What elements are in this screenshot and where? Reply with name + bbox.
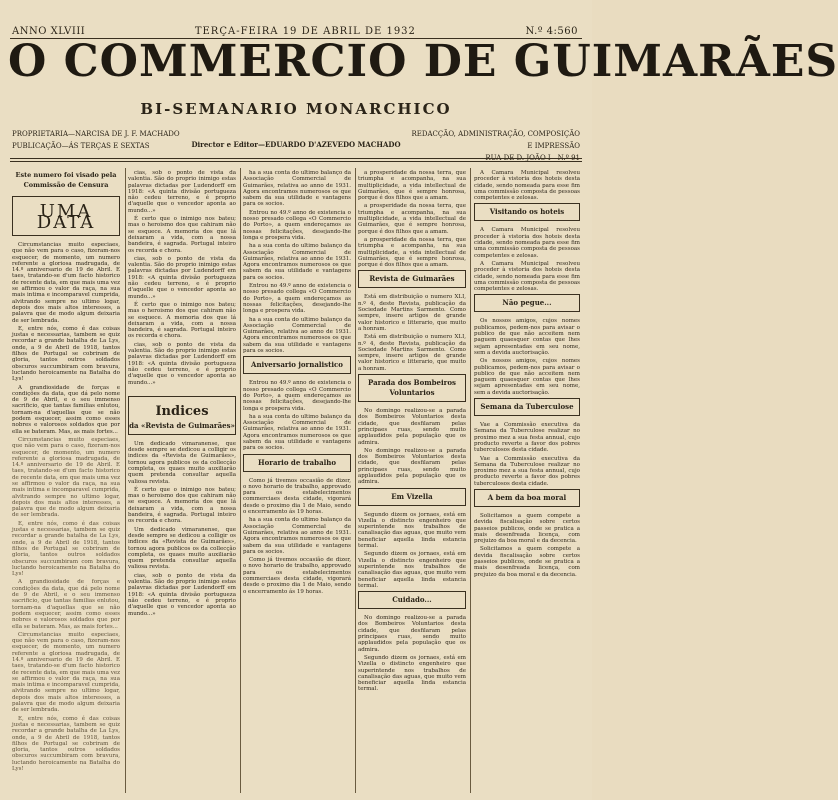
column-divider <box>470 168 471 793</box>
article-paragraph: A Camara Municipal resolveu proceder à vistoria dos hoteis desta cidade, sendo nomeada para esse fim uma commissão composta de pessoas competentes e zelosas. <box>474 260 580 293</box>
column-divider <box>240 168 241 793</box>
column-5 <box>474 170 580 790</box>
article-paragraph: cias, sob o ponto de vista da valentia. São do proprio inimigo estas palavras dictadas por Ludendorff em 1918: «A quinta divisão portugueza não cedeu terreno, e é proprio d'aquelle que o vencedor aponta ao mundo...» <box>128 341 236 386</box>
article-paragraph: A grandiosidade de forças e condições da data, que dá pelo nome de 9 de Abril, e o seu immenso sacrificio, que tantas familias enlutou, tornam-na d'aquellas que se não podem esquecer, assim como esses nobres e valorosos soldados que por ella se bateram. Mas, as mais fortes... <box>12 384 120 435</box>
article-paragraph: a prosperidade da nossa terra, que triumpha e acompanha, na sua multiplicidade, a vida intellectual de Guimarães, que é sempre honrosa, porque é dos filhos que a amam. <box>358 170 466 202</box>
article-paragraph: Entrou no 49.º anno de existencia o nosso presado collega «O Commercio do Porto», a quem endereçamos as nossas felicitações, desejando-lhe longa e prospera vida. <box>243 209 351 241</box>
article-paragraph: Vae a Commissão executiva da Semana da Tuberculose realizar no proximo mez a sua festa annual, cujo producto reverte a favor dos pobres tuberculosos desta cidade. <box>474 455 580 487</box>
redaction-line: REDACÇÃO, ADMINISTRAÇÃO, COMPOSIÇÃO E IMPRESSÃO <box>411 130 580 150</box>
column-3 <box>243 170 351 790</box>
headline-parada: Parada dos Bombeiros Voluntarios <box>368 378 456 398</box>
article-paragraph: No domingo realizou-se a parada dos Bombeiros Voluntarios desta cidade, que desfilaram pelas principaes ruas, sendo muito applaudidos pela população que os admira. <box>358 447 466 486</box>
article-paragraph: Segundo dizem os jornaes, está em Vizella o distincto engenheiro que superintende nos trabalhos de canalisação das aguas, que muito vem beneficiar aquella linda estancia termal. <box>358 551 466 589</box>
headline-indices: Indices <box>155 403 209 419</box>
issue-year: ANNO XLVIII <box>12 25 86 37</box>
issue-date: TERÇA-FEIRA 19 DE ABRIL DE 1932 <box>194 25 416 37</box>
newspaper-title: O COMMERCIO DE GUIMARÃES <box>8 36 838 87</box>
article-paragraph: E, entre nós, como é das coisas justas e necessarias, tambem se quiz recordar a grande batalha de La Lys, onde, a 9 de Abril de 1918, tantos filhos de Portugal se cobriram de gloria, tantos outros soldados obscuros succumbiram com bravura, luctando heroicamente na Batalha do Lys! <box>12 520 120 578</box>
headline-cuidado: Cuidado... <box>392 595 432 605</box>
article-paragraph: A Camara Municipal resolveu proceder à vistoria dos hoteis desta cidade, sendo nomeada para esse fim uma commissão composta de pessoas competentes e zelosas. <box>474 227 580 259</box>
article-paragraph: Entrou no 49.º anno de existencia o nosso presado collega «O Commercio do Porto», a quem endereçamos as nossas felicitações, desejando-lhe longa e prospera vida. <box>243 380 351 412</box>
column-1 <box>12 170 120 790</box>
headline-bem: A bem da boa moral <box>487 492 567 502</box>
editor-line: Director e Editor—EDUARDO D'AZEVEDO MACHADO <box>191 140 401 149</box>
article-paragraph: Entrou no 49.º anno de existencia o nosso presado collega «O Commercio do Porto», a quem endereçamos as nossas felicitações, desejando-lhe longa e prospera vida. <box>243 283 351 315</box>
article-paragraph: Segundo dizem os jornaes, está em Vizella o distincto engenheiro que superintende nos trabalhos de canalisação das aguas, que muito vem beneficiar aquella linda estancia termal. <box>358 654 466 693</box>
headline-box <box>128 396 236 435</box>
article-paragraph: Um dedicado vimaranense, que desde sempre se dedicou a colligir os indices da «Revista de Guimarães», tornou agora publicos os da collecção completa, os quaes muito auxiliarão quem pretenda consultar aquella valiosa revista. <box>128 526 236 571</box>
article-paragraph: cias, sob o ponto de vista da valentia. São do proprio inimigo estas palavras dictadas por Ludendorff em 1918: «A quinta divisão portugueza não cedeu terreno, e é proprio d'aquelle que o vencedor aponta ao mundo...» <box>128 170 236 214</box>
masthead-bottom-rule <box>10 158 582 159</box>
article-paragraph: Como já tivemos occasião de dizer, o novo horario de trabalho, approvado para os estabelecimentos commerciaes desta cidade, vigorará desde o proximo dia 1 de Maio, sendo o encerramento ás 19 horas. <box>243 477 351 516</box>
article-paragraph: Circumstancias muito especiaes, que não vem para o caso, fizeram-nos esquecer, de momento, um numero referente a gloriosa madrugada, de 14.º anniversario de 19 de Abril. E taes, tratando-se d'um facto historico de recente data, em que mais uma vez se affirmou o valor da raça, na sua mais intima e incomparavel cumprida, alvitrando sempre no ultimo logar, depois dos mais altos interesses, a palavra que de modo algum deixaria de ser lembrada. <box>12 436 120 519</box>
issue-number: N.º 4:560 <box>525 25 578 37</box>
article-paragraph: cias, sob o ponto de vista da valentia. São do proprio inimigo estas palavras dictadas por Ludendorff em 1918: «A quinta divisão portugueza não cedeu terreno, e é proprio d'aquelle que o vencedor aponta ao mundo...» <box>128 572 236 617</box>
headline-box <box>243 356 351 374</box>
publication-days: PUBLICAÇÃO—ÁS TERÇAS E SEXTAS <box>12 142 150 150</box>
headline-vizella: Em Vizella <box>391 491 433 501</box>
article-paragraph: Vae a Commissão executiva da Semana da Tuberculose realizar no proximo mez a sua festa annual, cujo producto reverte a favor dos pobres tuberculosos desta cidade. <box>474 422 580 454</box>
article-paragraph: a prosperidade da nossa terra, que triumpha e acompanha, na sua multiplicidade, a vida intellectual de Guimarães, que é sempre honrosa, porque é dos filhos que a amam. <box>358 236 466 269</box>
article-paragraph: É certo que o inimigo nos bateu; mas o heroismo dos que cahiram não se esquece. A memoria dos que lá deixaram a vida, com a nossa bandeira, é sagrada. Portugal inteiro os recorda e chora. <box>128 486 236 525</box>
column-divider <box>355 168 356 793</box>
newspaper-subtitle: BI-SEMANARIO MONARCHICO <box>140 100 452 118</box>
article-paragraph: a prosperidade da nossa terra, que triumpha e acompanha, na sua multiplicidade, a vida intellectual de Guimarães, que é sempre honrosa, porque é dos filhos que a amam. <box>358 203 466 235</box>
article-paragraph: No domingo realizou-se a parada dos Bombeiros Voluntarios desta cidade, que desfilaram pelas principaes ruas, sendo muito applaudidos pela população que os admira. <box>358 408 466 446</box>
headline-box <box>358 488 466 506</box>
article-paragraph: Solicitamos a quem compete a devida fiscalisação sobre certos passeios publicos, onde se pratica a mais desenfreada licença, com prejuizo da boa moral e da decencia. <box>474 546 580 578</box>
article-paragraph: Como já tivemos occasião de dizer, o novo horario de trabalho, approvado para os estabelecimentos commerciaes desta cidade, vigorará desde o proximo dia 1 de Maio, sendo o encerramento ás 19 horas. <box>243 557 351 595</box>
article-paragraph: ha a sua conta do ultimo balanço da Associação Commercial de Guimarães, relativa ao anno de 1931. Agora encontramos numerosos os que sabem da sua utilidade e vantagens para os socios. <box>243 413 351 452</box>
article-paragraph: É certo que o inimigo nos bateu; mas o heroismo dos que cahiram não se esquece. A memoria dos que lá deixaram a vida, com a nossa bandeira, é sagrada. Portugal inteiro os recorda e chora. <box>128 301 236 340</box>
headline-box <box>358 374 466 402</box>
headline-box <box>243 454 351 472</box>
article-paragraph: Segundo dizem os jornaes, está em Vizella o distincto engenheiro que superintende nos trabalhos de canalisação das aguas, que muito vem beneficiar aquella linda estancia termal. <box>358 511 466 550</box>
article-paragraph: ha a sua conta do ultimo balanço da Associação Commercial de Guimarães, relativa ao anno de 1931. Agora encontramos numerosos os que sabem da sua utilidade e vantagens para os socios. <box>243 243 351 281</box>
headline-revista: Revista de Guimarães <box>369 274 455 284</box>
headline-horario: Horario de trabalho <box>257 457 337 467</box>
headline-indices-sub: da «Revista de Guimarães» <box>129 420 235 430</box>
article-paragraph: Solicitamos a quem compete a devida fiscalisação sobre certos passeios publicos, onde se pratica a mais desenfreada licença, com prejuizo da boa moral e da decencia. <box>474 512 580 545</box>
article-paragraph: Um dedicado vimaranense, que desde sempre se dedicou a colligir os indices da «Revista de Guimarães», tornou agora publicos os da collecção completa, os quaes muito auxiliarão quem pretenda consultar aquella valiosa revista. <box>128 440 236 485</box>
proprietor: PROPRIETARIA—NARCISA DE J. F. MACHADO <box>12 130 180 138</box>
masthead-bottom-rule-2 <box>10 161 582 162</box>
headline-box <box>474 489 580 507</box>
article-paragraph: ha a sua conta do ultimo balanço da Associação Commercial de Guimarães, relativa ao anno de 1931. Agora encontramos numerosos os que sabem da sua utilidade e vantagens para os socios. <box>243 170 351 208</box>
column-divider <box>125 168 126 793</box>
headline-box <box>474 294 580 312</box>
article-paragraph: Os nossos amigos, cujos nomes publicamos, pedem-nos para avisar o publico de que não acceitem nem paguem quaesquer contas que lhes sejam apresentadas em seu nome, sem a devida auctorisação. <box>474 358 580 396</box>
article-paragraph: No domingo realizou-se a parada dos Bombeiros Voluntarios desta cidade, que desfilaram pelas principaes ruas, sendo muito applaudidos pela população que os admira. <box>358 615 466 653</box>
article-paragraph: ha a sua conta do ultimo balanço da Associação Commercial de Guimarães, relativa ao anno de 1931. Agora encontramos numerosos os que sabem da sua utilidade e vantagens para os socios. <box>243 316 351 355</box>
article-paragraph: E, entre nós, como é das coisas justas e necessarias, tambem se quiz recordar a grande batalha de La Lys, onde, a 9 de Abril de 1918, tantos filhos de Portugal se cobriram de gloria, tantos outros soldados obscuros succumbiram com bravura, luctando heroicamente na Batalha do Lys! <box>12 325 120 383</box>
headline-aniversario: Aniversario jornalistico <box>251 360 343 370</box>
address-line: RUA DE D. JOÃO I—N.º 91 <box>485 154 580 162</box>
article-paragraph: E, entre nós, como é das coisas justas e necessarias, tambem se quiz recordar a grande batalha de La Lys, onde, a 9 de Abril de 1918, tantos filhos de Portugal se cobriram de gloria, tantos outros soldados obscuros succumbiram com bravura, luctando heroicamente na Batalha do Lys! <box>12 715 120 773</box>
article-paragraph: Está em distribuição o numero XLI, n.º 4, deste Revista, publicação da Sociedade Martins Sarmento. Como sempre, insere artigos de grande valor historico e litterario, que muito a honram. <box>358 294 466 332</box>
headline-box <box>358 270 466 288</box>
column-2 <box>128 170 236 790</box>
headline-box <box>12 196 120 236</box>
article-paragraph: É certo que o inimigo nos bateu; mas o heroismo dos que cahiram não se esquece. A memoria dos que lá deixaram a vida, com a nossa bandeira, é sagrada. Portugal inteiro os recorda e chora. <box>128 216 236 254</box>
headline-uma-data: UMA DATA <box>36 201 96 233</box>
headline-nao-pegue: Não pegue... <box>502 298 552 308</box>
headline-box <box>474 398 580 416</box>
article-paragraph: Está em distribuição o numero XLI, n.º 4, deste Revista, publicação da Sociedade Martins Sarmento. Como sempre, insere artigos de grande valor historico e litterario, que muito a honram. <box>358 334 466 372</box>
article-paragraph: cias, sob o ponto de vista da valentia. São do proprio inimigo estas palavras dictadas por Ludendorff em 1918: «A quinta divisão portugueza não cedeu terreno, e é proprio d'aquelle que o vencedor aponta ao mundo...» <box>128 255 236 300</box>
headline-semana: Semana da Tuberculose <box>480 402 574 412</box>
column-4 <box>358 170 466 790</box>
article-paragraph: ha a sua conta do ultimo balanço da Associação Commercial de Guimarães, relativa ao anno de 1931. Agora encontramos numerosos os que sabem da sua utilidade e vantagens para os socios. <box>243 517 351 555</box>
headline-visitando: Visitando os hoteis <box>489 207 565 217</box>
article-paragraph: Circumstancias muito especiaes, que não vem para o caso, fizeram-nos esquecer, de momento, um numero referente a gloriosa madrugada, de 14.º anniversario de 19 de Abril. E taes, tratando-se d'um facto historico de recente data, em que mais uma vez se affirmou o valor da raça, na sua mais intima e incomparavel cumprida, alvitrando sempre no ultimo logar, depois dos mais altos interesses, a palavra que de modo algum deixaria de ser lembrada. <box>12 242 120 324</box>
headline-box <box>474 203 580 221</box>
article-paragraph: Circumstancias muito especiaes, que não vem para o caso, fizeram-nos esquecer, de momento, um numero referente a gloriosa madrugada, de 14.º anniversario de 19 de Abril. E taes, tratando-se d'um facto historico de recente data, em que mais uma vez se affirmou o valor da raça, na sua mais intima e incomparavel cumprida, alvitrando sempre no ultimo logar, depois dos mais altos interesses, a palavra que de modo algum deixaria de ser lembrada. <box>12 631 120 714</box>
article-paragraph: A Camara Municipal resolveu proceder à vistoria dos hoteis desta cidade, sendo nomeada para esse fim uma commissão composta de pessoas competentes e zelosas. <box>474 170 580 202</box>
censorship-notice: Este numero foi visado pela Commissão de Censura <box>15 171 117 189</box>
publisher-info <box>12 128 182 152</box>
article-paragraph: Os nossos amigos, cujos nomes publicamos, pedem-nos para avisar o publico de que não acceitem nem paguem quaesquer contas que lhes sejam apresentadas em seu nome, sem a devida auctorisação. <box>474 318 580 356</box>
headline-box <box>358 591 466 609</box>
article-paragraph: A grandiosidade de forças e condições da data, que dá pelo nome de 9 de Abril, e o seu immenso sacrificio, que tantas familias enlutou, tornam-na d'aquellas que se não podem esquecer, assim como esses nobres e valorosos soldados que por ella se bateram. Mas, as mais fortes... <box>12 579 120 630</box>
